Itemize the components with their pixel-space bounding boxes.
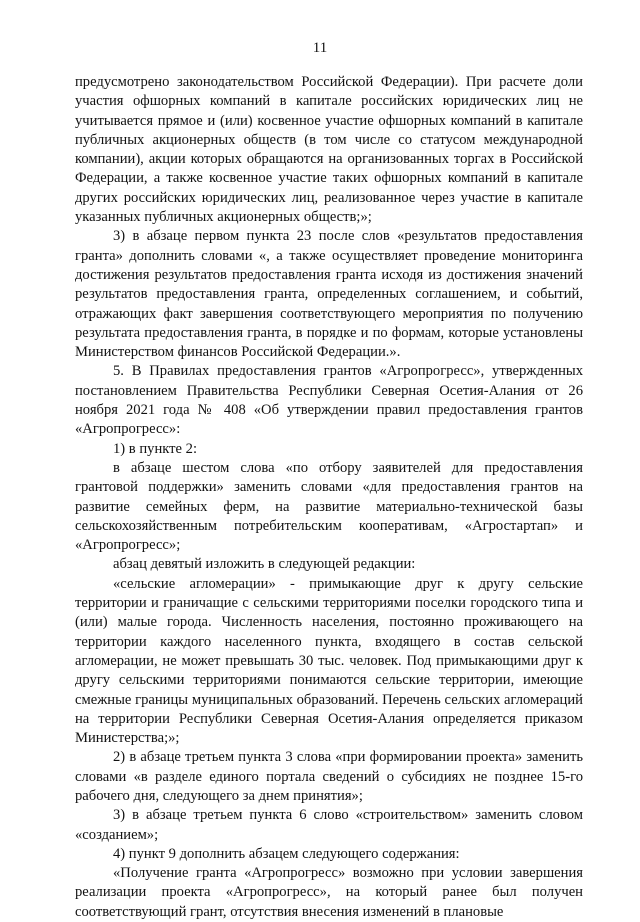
paragraph: 4) пункт 9 дополнить абзацем следующего содержания: xyxy=(113,845,460,862)
paragraph: 3) в абзаце третьем пункта 6 слово «строительством» заменить словом «созданием»; xyxy=(75,807,583,843)
paragraph: в абзаце шестом слова «по отбору заявителей для предоставления грантовой поддержки» заменить словами «для предоставления грантов на развитие семейных ферм, на развитие материально-технической базы сельскохозяйственным потребительским кооперативам, «Агростартап» и «Агропрогресс»; xyxy=(75,459,583,554)
paragraph: «Получение гранта «Агропрогресс» возможно при условии завершения реализации проекта «Агропрогресс», на который ранее был получен соответствующий грант, отсутствия внесения изменений в плановые xyxy=(75,865,583,920)
paragraph: «сельские агломерации» - примыкающие друг к другу сельские территории и граничащие с сельскими территориями поселки городского типа и (или) малые города. Численность населения, постоянно проживающего на территории каждого населенного пункта, входящего в состав сельской агломерации, не может превышать 30 тыс. человек. Под примыкающими друг к другу сельскими территориями понимаются сельские территории, имеющие смежные границы муниципальных образований. Перечень сельских агломераций на территории Республики Северная Осетия-Алания определяется приказом Министерства;»; xyxy=(75,575,583,747)
paragraph: 2) в абзаце третьем пункта 3 слова «при формировании проекта» заменить словами «в разделе единого портала сведений о субсидиях не позднее 15-го рабочего дня, следующего за днем принятия»; xyxy=(75,749,583,804)
paragraph: предусмотрено законодательством Российской Федерации). При расчете доли участия офшорных компаний в капитале российских юридических лиц не учитывается прямое и (или) косвенное участие офшорных компаний в капитале публичных акционерных обществ (в том числе со статусом международной компании), акции которых обращаются на организованных торгах в Российской Федерации, а также косвенное участие таких офшорных компаний в капитале других российских юридических лиц, реализованное через участие в капитале указанных публичных акционерных обществ;»; xyxy=(75,74,583,226)
paragraph: абзац девятый изложить в следующей редакции: xyxy=(113,556,416,573)
paragraph: 5. В Правилах предоставления грантов «Агропрогресс», утвержденных постановлением Правительства Республики Северная Осетия-Алания от 26 ноября 2021 года № 408 «Об утверждении правил предоставления грантов «Агропрогресс»: xyxy=(75,363,583,438)
document-body xyxy=(75,73,583,922)
page-number: 11 xyxy=(312,40,328,56)
paragraph: 1) в пункте 2: xyxy=(113,440,198,457)
paragraph: 3) в абзаце первом пункта 23 после слов «результатов предоставления гранта» дополнить словами «, а также осуществляет проведение мониторинга достижения результатов предоставления гранта исходя из достижения значений результатов предоставления гранта, определенных соглашением, и событий, отражающих факт завершения соответствующего мероприятия по получению результата предоставления гранта, в порядке и по формам, которые установлены Министерством финансов Российской Федерации.». xyxy=(75,228,583,361)
